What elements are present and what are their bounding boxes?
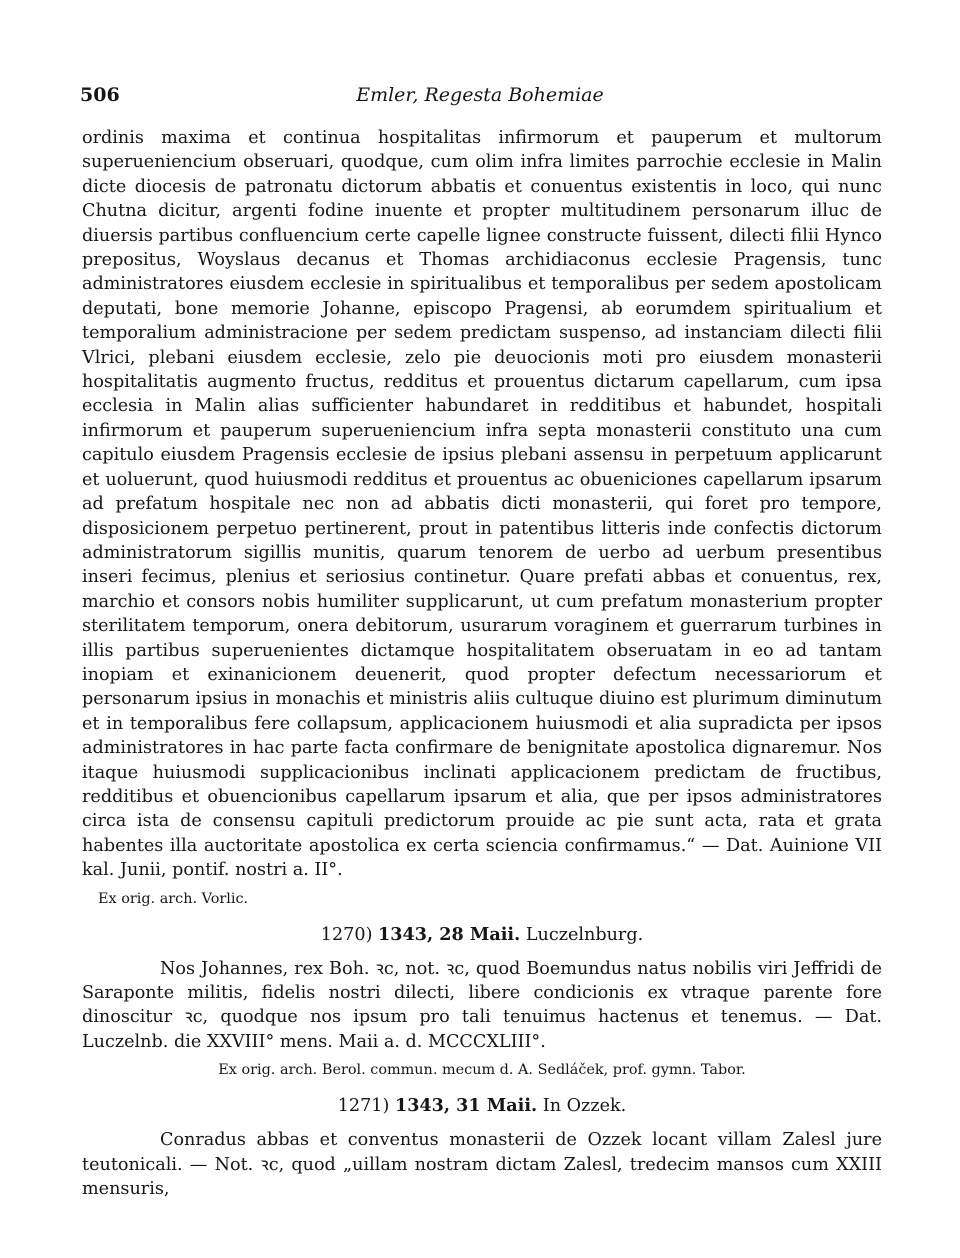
- entry-1271-number: 1271): [337, 1096, 390, 1117]
- running-head: [0, 84, 960, 114]
- page-number: 506: [80, 84, 120, 106]
- entry-1271-heading: [82, 1094, 882, 1118]
- body-text: [82, 126, 882, 1201]
- entry-prev-text: ordinis maxima et continua hospitalitas infirmorum et pauperum et multorum superueniencium obseruari, quodque, cum olim infra limites parrochie ecclesie in Malin dicte diocesis de patronatu dictorum abbatis et conuentus existentis in loco, qui nunc Chutna dicitur, argenti fodine inuente et propter multitudinem personarum illuc de diuersis partibus confluencium certe capelle lignee constructe fuissent, dilecti filii Hynco prepositus, Woyslaus decanus et Thomas archidiaconus ecclesie Pragensis, tunc administratores eiusdem ecclesie in spiritualibus et temporalibus per sedem apostolicam deputati, bone memorie Johanne, episcopo Pragensi, ab eorumdem spiritualium et temporalium administracione per sedem predictam suspenso, ad instanciam dilecti filii Vlrici, plebani eiusdem ecclesie, zelo pie deuocionis moti pro eiusdem monasterii hospitalitatis augmento fructus, redditus et prouentus dictarum capellarum, cum ipsa ecclesia in Malin alias sufficienter habundaret in redditibus et habundet, hospitali infirmorum et pauperum superueniencium infra septa monasterii constituto una cum capitulo eiusdem Pragensis ecclesie de ipsius plebani assensu in perpetuum applicarunt et uoluerunt, quod huiusmodi redditus et prouentus ac obueniciones capellarum ipsarum ad prefatum hospitale nec non ad abbatis dicti monasterii, qui foret pro tempore, disposicionem perpetuo pertinerent, prout in patentibus litteris inde confectis dictorum administratorum sigillis munitis, quarum tenorem de uerbo ad uerbum presentibus inseri fecimus, plenius et seriosius continetur. Quare prefati abbas et conuentus, rex, marchio et consors nobis humiliter supplicarunt, ut cum prefatum monasterium propter sterilitatem temporum, onera debitorum, usurarum voraginem et guerrarum turbines in illis partibus superuenientes dictamque hospitalitatem obseruatam in eo ad tantam inopiam et exinanicionem deuenerit, quod propter defectum necessariorum et personarum ipsius in monachis et ministris aliis cultuque diuino est plurimum diminutum et in temporalibus fere collapsum, applicacionem huiusmodi et alia supradicta per ipsos administratores in hac parte facta confirmare de benignitate apostolica dignaremur. Nos itaque huiusmodi supplicacionibus inclinati applicacionem predictam de fructibus, redditibus et obuencionibus capellarum ipsarum et alia, que per ipsos administratores circa ista de consensu capituli predictorum prouide ac pie sunt acta, rata et grata habentes illa auctoritate apostolica ex certa sciencia confirmamus.“ — Dat. Auinione VII kal. Junii, pontif. nostri a. II°.: [82, 128, 882, 881]
- running-title: Emler, Regesta Bohemiae: [356, 84, 604, 106]
- entry-prev-source: Ex orig. arch. Vorlic.: [98, 890, 249, 907]
- entry-1271-place: In Ozzek.: [542, 1096, 627, 1117]
- entry-1270-date: 1343, 28 Maii.: [378, 923, 521, 945]
- entry-1270-number: 1270): [320, 924, 373, 945]
- entry-1271-text: Conradus abbas et conventus monasterii de Ozzek locant villam Zalesl jure teutonicali. — Not. ꝛc, quod „uillam nostram dictam Zalesl, tredecim mansos cum XXIII mensuris,: [82, 1130, 882, 1200]
- entry-1270-place: Luczelnburg.: [525, 924, 644, 945]
- entry-1270-heading: [82, 923, 882, 947]
- entry-1271-date: 1343, 31 Maii.: [394, 1095, 538, 1117]
- entry-1270-text: Nos Johannes, rex Boh. ꝛc, not. ꝛc, quod Boemundus natus nobilis viri Jeffridi de Saraponte militis, fidelis nostri dilecti, libere condicionis ex vtraque parente fore dinoscitur ꝛc, quodque nos ipsum pro tali tenuimus hactenus et tenemus. — Dat. Luczelnb. die XXVIII° mens. Maii a. d. MCCCXLIII°.: [82, 958, 882, 1052]
- entry-1270-source: Ex orig. arch. Berol. commun. mecum d. A. Sedláček, prof. gymn. Tabor.: [218, 1062, 746, 1079]
